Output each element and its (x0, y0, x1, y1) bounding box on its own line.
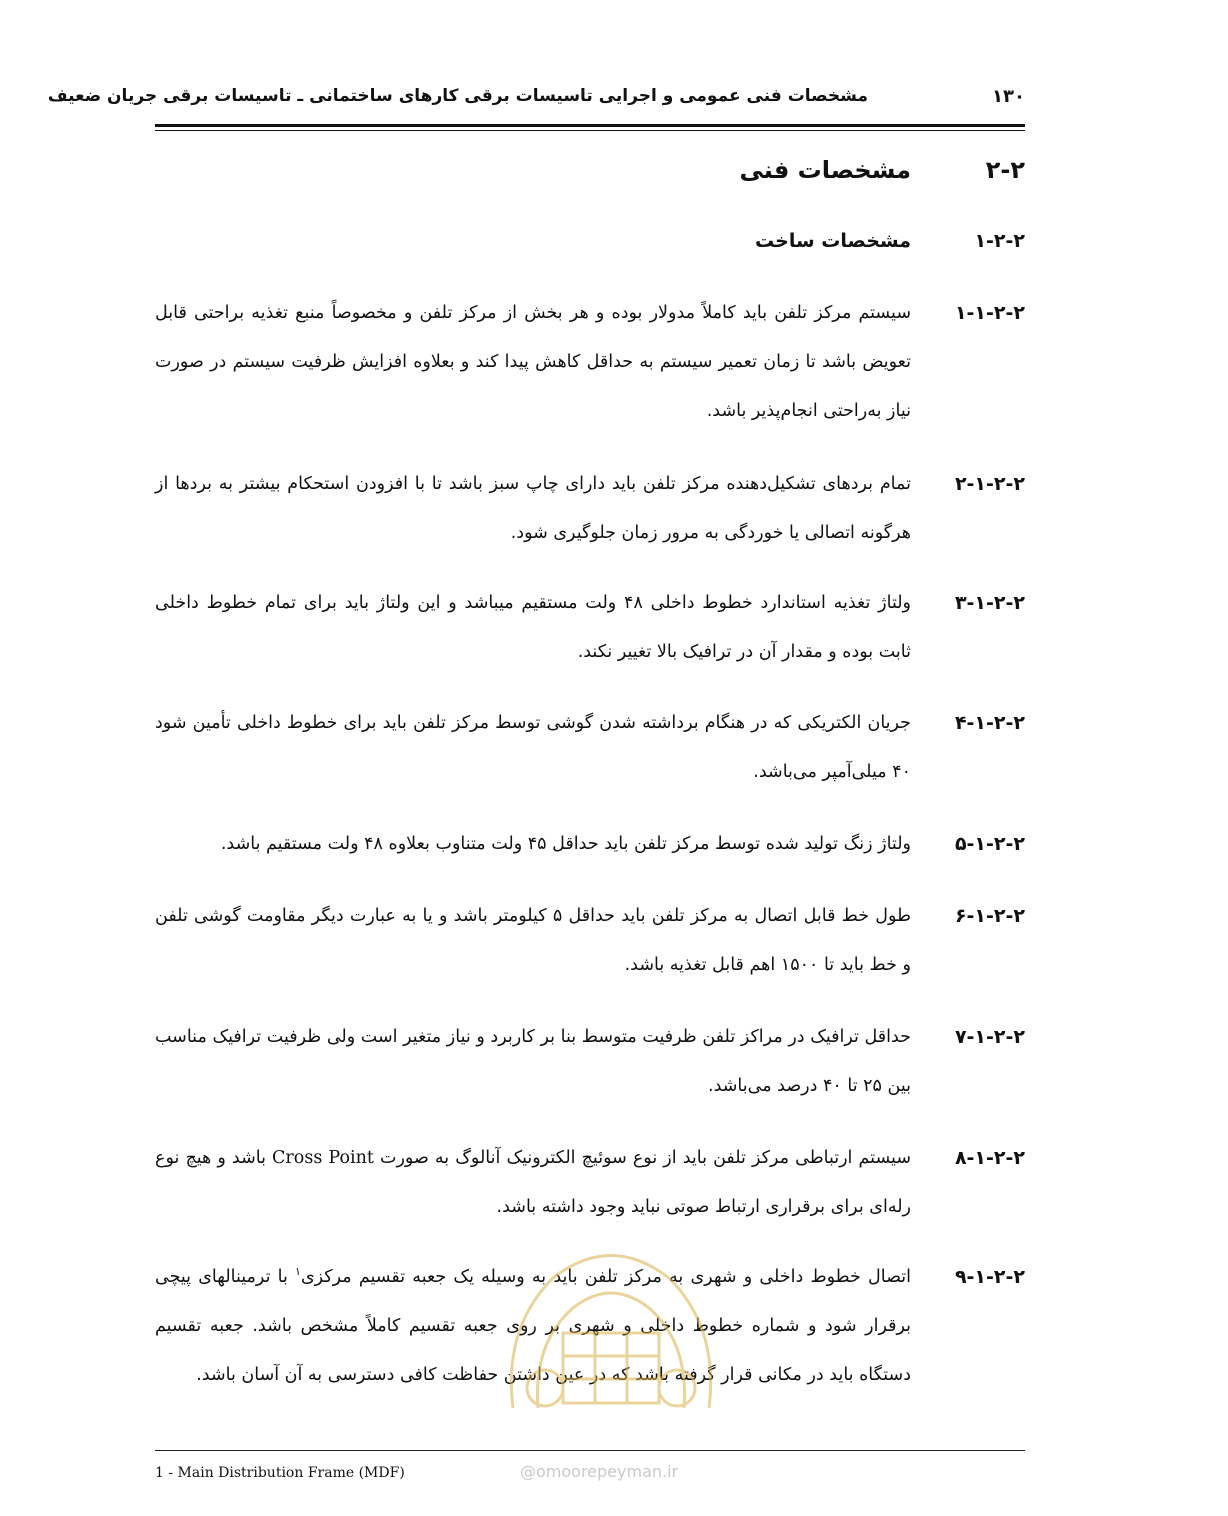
clause-number: ۱-۱-۲-۲ (954, 302, 1025, 324)
running-title: مشخصات فنی عمومی و اجرایی تاسیسات برقی کارهای ساختمانی ـ تاسیسات برقی جریان ضعیف (47, 86, 868, 106)
subsection-number: ۱-۲-۲ (974, 230, 1025, 252)
footnote-rule (155, 1450, 1025, 1451)
clause (155, 831, 1025, 869)
clause (155, 471, 1025, 558)
clause-text: طول خط قابل اتصال به مرکز تلفن باید حداقل ۵ کیلومتر باشد و یا به عبارت دیگر مقاومت گوشی تلفن و خط باید تا ۱۵۰۰ اهم قابل تغذیه باشد. (155, 906, 911, 975)
clause (155, 1145, 1025, 1232)
clause-number: ۲-۱-۲-۲ (954, 473, 1025, 495)
header-rule-thin (155, 130, 1025, 131)
clause-text-part: با ترمینالهای پیچی برقرار شود و شماره خطوط داخلی و شهری بر روی جعبه تقسیم کاملاً مشخص باشد. جعبه تقسیم دستگاه باید در مکانی قرار گرفته باشد که در عین داشتن حفاظت کافی دسترسی به آن آسان باشد. (155, 1267, 911, 1385)
clause-text: ولتاژ زنگ تولید شده توسط مرکز تلفن باید حداقل ۴۵ ولت متناوب بعلاوه ۴۸ ولت مستقیم باشد. (220, 834, 911, 854)
clause-number: ۸-۱-۲-۲ (954, 1147, 1025, 1169)
clause (155, 590, 1025, 677)
section-title: مشخصات فنی (739, 156, 911, 184)
clause-text: جریان الکتریکی که در هنگام برداشته شدن گوشی توسط مرکز تلفن باید برای خطوط داخلی تأمین شود ۴۰ میلی‌آمپر می‌باشد. (155, 713, 911, 782)
clause-term-latin: Cross Point (272, 1148, 374, 1168)
clause-text-part: باشد و هیچ نوع رله‌ای برای برقراری ارتباط صوتی نباید وجود داشته باشد. (155, 1148, 911, 1217)
clause-number: ۳-۱-۲-۲ (954, 592, 1025, 614)
clause-number: ۴-۱-۲-۲ (954, 712, 1025, 734)
watermark-text: @omoorepeyman.ir (520, 1462, 679, 1481)
publisher-seal-watermark (493, 1238, 729, 1438)
clause-number: ۵-۱-۲-۲ (954, 833, 1025, 855)
section-number: ۲-۲ (985, 156, 1025, 184)
clause-text: تمام بردهای تشکیل‌دهنده مرکز تلفن باید دارای چاپ سبز باشد تا با افزودن استحکام بیشتر به بردها از هرگونه اتصالی یا خوردگی به مرور زمان جلوگیری شود. (155, 474, 911, 543)
page-header (47, 86, 1025, 122)
clause (155, 1024, 1025, 1111)
clause-number: ۶-۱-۲-۲ (954, 905, 1025, 927)
header-rule-thick (155, 124, 1025, 127)
clause-number: ۹-۱-۲-۲ (954, 1266, 1025, 1288)
clause-text-part: سیستم ارتباطی مرکز تلفن باید از نوع سوئیچ الکترونیک آنالوگ به صورت (373, 1148, 911, 1168)
footnote: 1 - Main Distribution Frame (MDF) (155, 1465, 405, 1481)
clause-text: ولتاژ تغذیه استاندارد خطوط داخلی ۴۸ ولت مستقیم میباشد و این ولتاژ باید برای تمام خطوط داخلی ثابت بوده و مقدار آن در ترافیک بالا تغییر نکند. (155, 593, 912, 662)
clause (155, 710, 1025, 797)
clause-text: سیستم مرکز تلفن باید کاملاً مدولار بوده و هر بخش از مرکز تلفن و مخصوصاً منبع تغذیه براحتی قابل تعویض باشد تا زمان تعمیر سیستم به حداقل کاهش پیدا کند و بعلاوه افزایش ظرفیت سیستم در صورت نیاز به‌راحتی انجام‌پذیر باشد. (155, 303, 911, 421)
clause-number: ۷-۱-۲-۲ (954, 1026, 1025, 1048)
clause-text-part: اتصال خطوط داخلی و شهری به مرکز تلفن باید به وسیله یک جعبه تقسیم مرکزی (300, 1267, 911, 1287)
clause (155, 903, 1025, 990)
subsection-title: مشخصات ساخت (755, 230, 911, 252)
clause (155, 300, 1025, 436)
page-number: ۱۳۰ (992, 86, 1025, 107)
clause-text (155, 1134, 911, 1232)
footnote-reference: ۱ (295, 1265, 301, 1279)
clause-text: حداقل ترافیک در مراکز تلفن ظرفیت متوسط بنا بر کاربرد و نیاز متغیر است ولی ظرفیت ترافیک مناسب بین ۲۵ تا ۴۰ درصد می‌باشد. (155, 1027, 911, 1096)
